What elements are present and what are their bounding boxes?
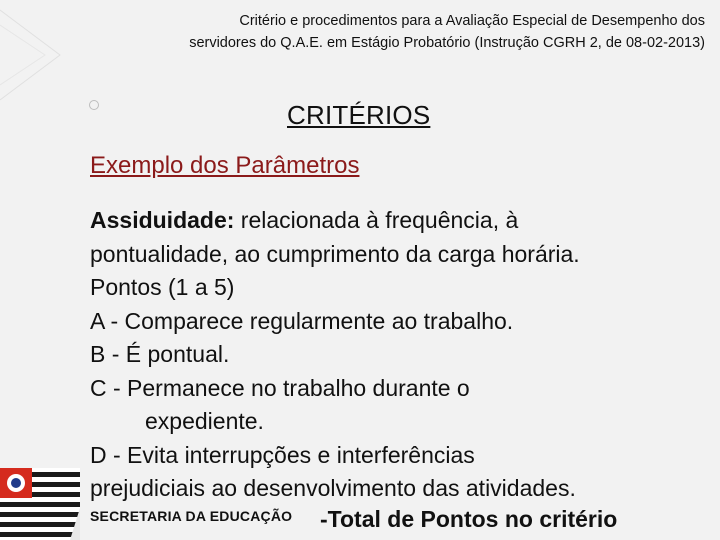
header-line-1: Critério e procedimentos para a Avaliação Especial de Desempenho dos	[239, 13, 705, 29]
assiduidade-line	[90, 204, 710, 238]
sao-paulo-flag-icon	[0, 468, 80, 540]
slide-subtitle: Exemplo dos Parâmetros	[90, 152, 360, 179]
header	[40, 10, 705, 54]
assiduidade-text: relacionada à frequência, à	[234, 207, 519, 233]
header-line-2: servidores do Q.A.E. em Estágio Probatório (Instrução CGRH 2, de 08-02-2013)	[189, 35, 705, 51]
item-a: A - Comparece regularmente ao trabalho.	[90, 307, 514, 334]
assiduidade-label: Assiduidade:	[90, 207, 235, 233]
item-c: C - Permanece no trabalho durante o	[90, 374, 470, 401]
item-d-continuation: prejudiciais ao desenvolvimento das atividades.	[90, 475, 576, 501]
item-c-continuation: expediente.	[145, 408, 264, 434]
pontos-line: Pontos (1 a 5)	[90, 274, 235, 300]
secretaria-label: SECRETARIA DA EDUCAÇÃO	[90, 508, 293, 524]
circle-ornament-icon	[89, 100, 99, 110]
body-line-2: pontualidade, ao cumprimento da carga horária.	[90, 240, 580, 267]
slide-body	[90, 204, 710, 506]
item-d: D - Evita interrupções e interferências	[90, 441, 475, 468]
slide-title: CRITÉRIOS	[287, 100, 431, 130]
item-b: B - É pontual.	[90, 341, 230, 367]
total-pontos-label: -Total de Pontos no critério	[320, 506, 618, 532]
